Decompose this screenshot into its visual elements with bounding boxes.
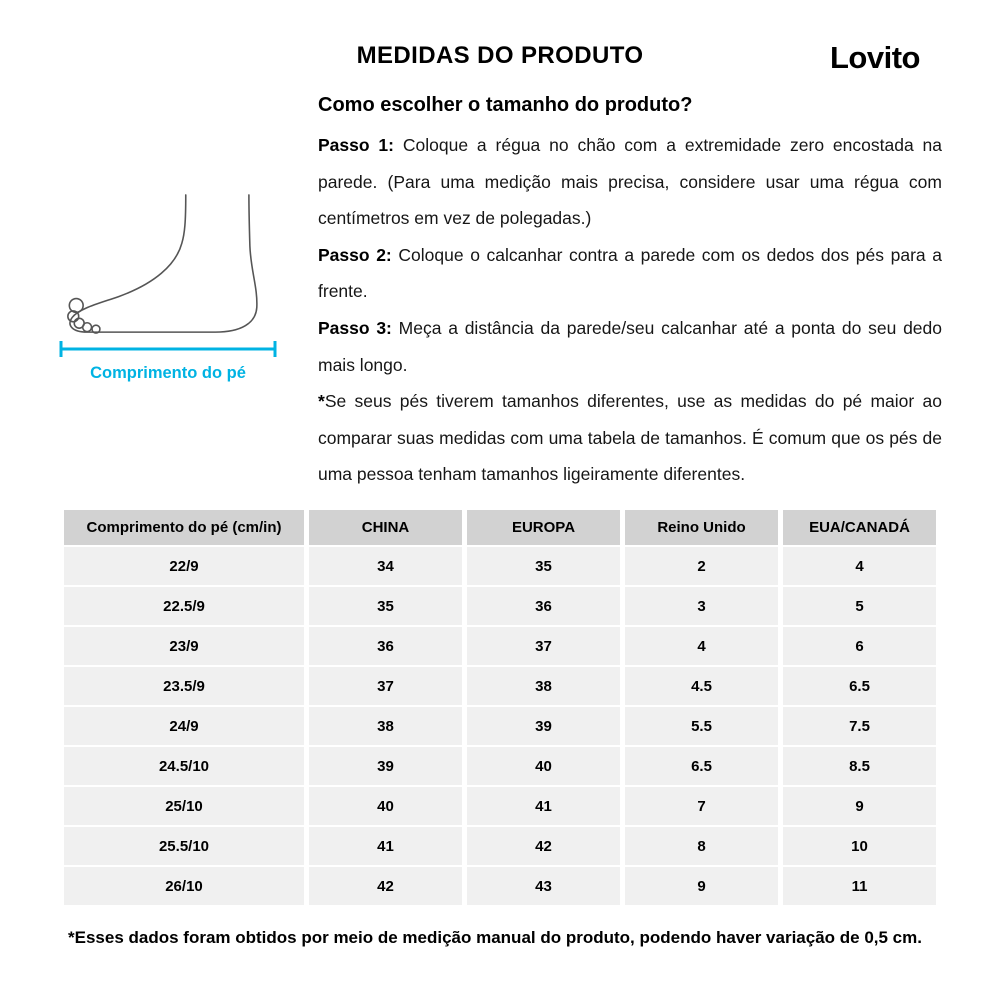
- foot-outline-icon: [58, 192, 278, 340]
- table-cell: 37: [467, 627, 620, 665]
- instruction-step-label: Passo 2:: [318, 244, 392, 265]
- table-cell: 4.5: [625, 667, 778, 705]
- table-cell: 37: [309, 667, 462, 705]
- page-title: MEDIDAS DO PRODUTO: [356, 42, 644, 69]
- instruction-step: [318, 310, 942, 383]
- table-cell: 24/9: [64, 707, 304, 745]
- instruction-step: [318, 237, 942, 310]
- column-header: EUA/CANADÁ: [783, 510, 936, 545]
- table-cell: 7.5: [783, 707, 936, 745]
- footnote: *Esses dados foram obtidos por meio de medição manual do produto, podendo haver variação de 0,5 cm.: [68, 928, 922, 947]
- table-cell: 22.5/9: [64, 587, 304, 625]
- table-cell: 8: [625, 827, 778, 865]
- table-cell: 26/10: [64, 867, 304, 905]
- table-cell: 23/9: [64, 627, 304, 665]
- table-cell: 24.5/10: [64, 747, 304, 785]
- table-cell: 10: [783, 827, 936, 865]
- table-cell: 40: [309, 787, 462, 825]
- instructions-heading: Como escolher o tamanho do produto?: [318, 94, 693, 116]
- table-cell: 39: [309, 747, 462, 785]
- table-cell: 3: [625, 587, 778, 625]
- table-cell: 22/9: [64, 547, 304, 585]
- table-cell: 11: [783, 867, 936, 905]
- measurement-line-icon: [58, 340, 278, 358]
- table-cell: 34: [309, 547, 462, 585]
- column-header: CHINA: [309, 510, 462, 545]
- instruction-step-label: *: [318, 391, 325, 412]
- table-row: [64, 627, 936, 665]
- instruction-step-label: Passo 3:: [318, 317, 392, 338]
- instruction-step-text: Meça a distância da parede/seu calcanhar até a ponta do seu dedo mais longo.: [318, 317, 942, 375]
- table-row: [64, 547, 936, 585]
- column-header: Comprimento do pé (cm/in): [64, 510, 304, 545]
- table-cell: 6.5: [783, 667, 936, 705]
- table-row: [64, 867, 936, 905]
- size-table-header-row: [64, 510, 936, 545]
- table-cell: 41: [309, 827, 462, 865]
- instructions-section: [318, 94, 942, 493]
- table-cell: 2: [625, 547, 778, 585]
- instruction-step-label: Passo 1:: [318, 135, 394, 155]
- table-cell: 25.5/10: [64, 827, 304, 865]
- table-cell: 42: [309, 867, 462, 905]
- table-cell: 6.5: [625, 747, 778, 785]
- table-row: [64, 787, 936, 825]
- instruction-step-text: Coloque o calcanhar contra a parede com os dedos dos pés para a frente.: [318, 244, 942, 302]
- table-cell: 5: [783, 587, 936, 625]
- table-cell: 4: [783, 547, 936, 585]
- table-cell: 23.5/9: [64, 667, 304, 705]
- table-cell: 9: [783, 787, 936, 825]
- table-cell: 25/10: [64, 787, 304, 825]
- size-table: [64, 510, 936, 907]
- table-row: [64, 707, 936, 745]
- table-cell: 36: [467, 587, 620, 625]
- table-cell: 40: [467, 747, 620, 785]
- table-cell: 39: [467, 707, 620, 745]
- table-cell: 35: [467, 547, 620, 585]
- instruction-steps: [318, 127, 942, 493]
- table-cell: 42: [467, 827, 620, 865]
- table-cell: 9: [625, 867, 778, 905]
- table-cell: 7: [625, 787, 778, 825]
- instruction-step-text: Coloque a régua no chão com a extremidade zero encostada na parede. (Para uma medição mais precisa, considere usar uma régua com centímetros em vez de polegadas.): [318, 135, 943, 229]
- table-row: [64, 747, 936, 785]
- table-cell: 8.5: [783, 747, 936, 785]
- table-cell: 43: [467, 867, 620, 905]
- column-header: Reino Unido: [625, 510, 778, 545]
- table-cell: 35: [309, 587, 462, 625]
- size-table-body: [64, 547, 936, 905]
- table-cell: 41: [467, 787, 620, 825]
- table-cell: 6: [783, 627, 936, 665]
- table-cell: 38: [309, 707, 462, 745]
- table-cell: 4: [625, 627, 778, 665]
- table-row: [64, 827, 936, 865]
- foot-diagram: [56, 192, 280, 383]
- table-cell: 38: [467, 667, 620, 705]
- brand-logo: Lovito: [830, 40, 920, 75]
- instruction-step-text: Se seus pés tiverem tamanhos diferentes, use as medidas do pé maior ao comparar suas medidas com uma tabela de tamanhos. É comum que os pés de uma pessoa tenham tamanhos ligeiramente diferentes.: [318, 391, 942, 485]
- column-header: EUROPA: [467, 510, 620, 545]
- table-cell: 36: [309, 627, 462, 665]
- instruction-step: [318, 127, 942, 237]
- foot-length-label: Comprimento do pé: [90, 364, 246, 382]
- instruction-step: [318, 383, 942, 493]
- table-row: [64, 667, 936, 705]
- table-cell: 5.5: [625, 707, 778, 745]
- table-row: [64, 587, 936, 625]
